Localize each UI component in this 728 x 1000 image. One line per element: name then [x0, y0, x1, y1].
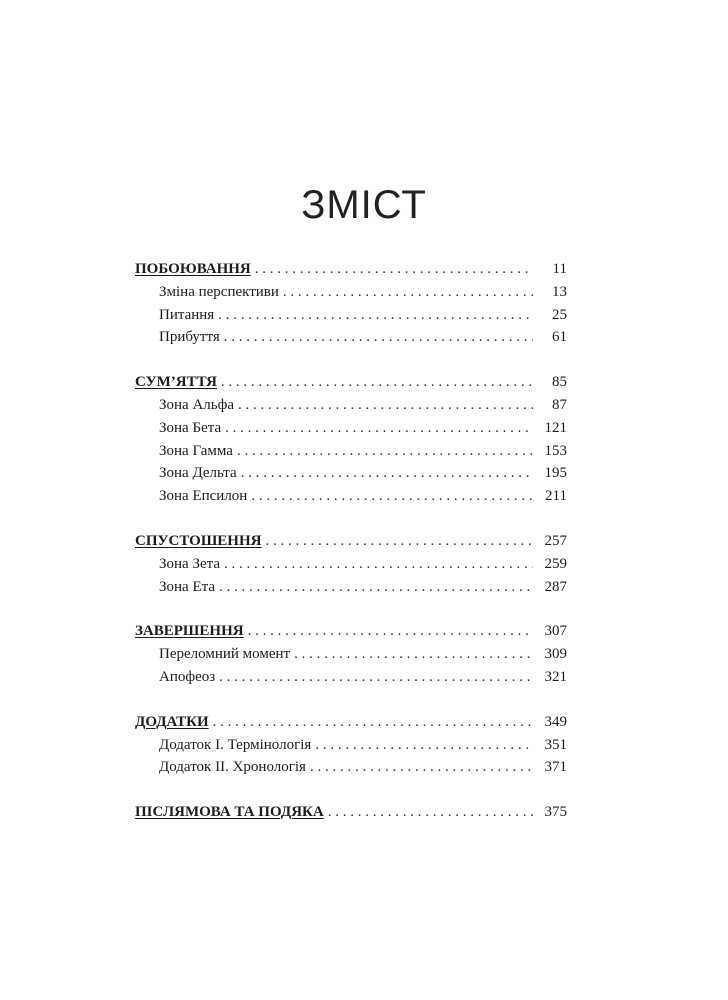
toc-subentry [135, 440, 567, 463]
toc-subentry [135, 734, 567, 757]
toc-subentry [135, 281, 567, 304]
toc-section [135, 371, 567, 508]
subsection-title: Зона Зета [159, 555, 221, 572]
toc-section [135, 620, 567, 688]
page-number: 259 [544, 555, 567, 572]
dot-leader [328, 801, 533, 824]
subsection-title: Переломний момент [159, 646, 291, 663]
chapter-title: ЗАВЕРШЕННЯ [135, 623, 244, 640]
dot-leader [241, 462, 533, 485]
page-number: 11 [552, 261, 567, 277]
dot-leader [310, 756, 533, 779]
subsection-title: Зона Гамма [159, 442, 233, 459]
page-number: 351 [544, 736, 567, 753]
toc-subentry [135, 417, 567, 440]
toc-subentry [135, 666, 567, 689]
subsection-title: Прибуття [159, 329, 220, 346]
page-number: 87 [552, 396, 567, 413]
toc-section [135, 711, 567, 779]
toc-subentry [135, 643, 567, 666]
page-number: 371 [544, 759, 567, 776]
chapter-title: ПІСЛЯМОВА ТА ПОДЯКА [135, 804, 324, 821]
toc-chapter-entry [135, 371, 567, 394]
page-number: 211 [545, 488, 567, 505]
dot-leader [218, 304, 533, 327]
chapter-title: ДОДАТКИ [135, 713, 209, 730]
page-title: ЗМІСТ [301, 183, 427, 227]
dot-leader [238, 394, 533, 417]
toc-subentry [135, 462, 567, 485]
subsection-title: Зона Епсилон [159, 488, 248, 505]
page-number: 287 [544, 578, 567, 595]
page-number: 321 [544, 668, 567, 685]
toc-subentry [135, 576, 567, 599]
dot-leader [251, 485, 533, 508]
table-of-contents [135, 258, 567, 846]
subsection-title: Зміна перспективи [159, 283, 279, 300]
toc-subentry [135, 394, 567, 417]
toc-chapter-entry [135, 711, 567, 734]
page-number: 307 [544, 623, 567, 640]
dot-leader [265, 530, 533, 553]
page-number: 13 [552, 283, 567, 300]
dot-leader [225, 417, 533, 440]
dot-leader [219, 666, 533, 689]
page-number: 375 [544, 804, 567, 821]
page-number: 153 [544, 442, 567, 459]
subsection-title: Зона Дельта [159, 465, 237, 482]
chapter-title: ПОБОЮВАННЯ [135, 261, 251, 277]
toc-chapter-entry [135, 258, 567, 281]
page-number: 25 [552, 306, 567, 323]
toc-subentry [135, 485, 567, 508]
dot-leader [224, 553, 533, 576]
toc-subentry [135, 326, 567, 349]
subsection-title: Додаток ІІ. Хронологія [159, 759, 306, 776]
toc-chapter-entry [135, 620, 567, 643]
dot-leader [248, 620, 533, 643]
dot-leader [283, 281, 533, 304]
dot-leader [221, 371, 533, 394]
dot-leader [237, 440, 533, 463]
subsection-title: Додаток І. Термінологія [159, 736, 312, 753]
toc-subentry [135, 304, 567, 327]
page-number: 85 [552, 374, 567, 391]
toc-section [135, 801, 567, 824]
dot-leader [315, 734, 533, 757]
dot-leader [219, 576, 533, 599]
dot-leader [294, 643, 533, 666]
toc-section [135, 530, 567, 598]
toc-chapter-entry [135, 801, 567, 824]
page-number: 309 [544, 646, 567, 663]
toc-chapter-entry [135, 530, 567, 553]
toc-subentry [135, 756, 567, 779]
dot-leader [213, 711, 533, 734]
page-number: 195 [544, 465, 567, 482]
subsection-title: Зона Альфа [159, 396, 234, 413]
subsection-title: Апофеоз [159, 668, 216, 685]
page-number: 349 [544, 713, 567, 730]
page-number: 121 [544, 419, 567, 436]
subsection-title: Зона Бета [159, 419, 222, 436]
dot-leader [224, 326, 533, 349]
page-number: 61 [552, 329, 567, 346]
subsection-title: Питання [159, 306, 215, 323]
chapter-title: СУМ’ЯТТЯ [135, 374, 217, 391]
toc-subentry [135, 553, 567, 576]
page-number: 257 [544, 532, 567, 549]
subsection-title: Зона Ета [159, 578, 216, 595]
dot-leader [255, 258, 533, 281]
chapter-title: СПУСТОШЕННЯ [135, 532, 262, 549]
toc-section [135, 258, 567, 349]
